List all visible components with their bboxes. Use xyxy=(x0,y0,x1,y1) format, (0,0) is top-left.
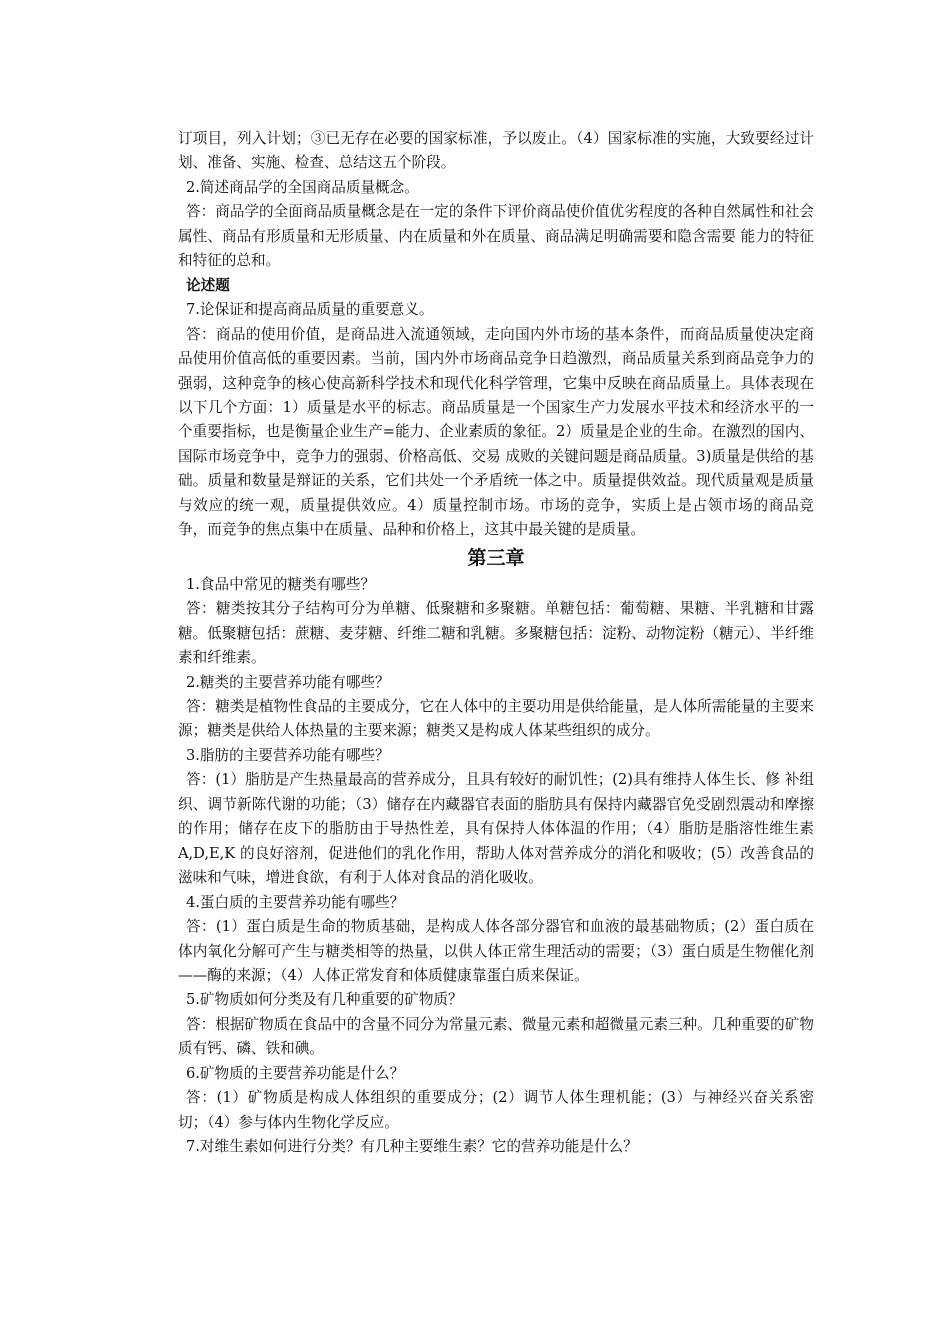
question-3-fat-function: 3.脂肪的主要营养功能有哪些？ xyxy=(186,746,390,764)
answer-1-sugars: 答：糖类按其分子结构可分为单糖、低聚糖和多聚糖。单糖包括：葡萄糖、果糖、半乳糖和甘露 糖。低聚糖包括：蔗糖、麦芽糖、纤维二糖和乳糖。多聚糖包括：淀粉、动物淀粉（糖元）、半纤维素和纤维素。 xyxy=(178,600,814,667)
question-6-mineral-function: 6.矿物质的主要营养功能是什么？ xyxy=(186,1064,405,1082)
answer-5-minerals-classification: 答：根据矿物质在食品中的含量不同分为常量元素、微量元素和超微量元素三种。几种重要的矿物质有钙、磷、铁和碘。 xyxy=(178,1015,814,1058)
chapter-title: 第三章 xyxy=(467,546,525,569)
answer-2-sugar-function: 答：糖类是植物性食品的主要成分，它在人体中的主要功用是供给能量，是人体所需能量的主要来源；糖类是供给人体热量的主要来源；糖类又是构成人体某些组织的成分。 xyxy=(178,697,814,740)
answer-6-mineral-function: 答：(1）矿物质是构成人体组织的重要成分；(2）调节人体生理机能；(3）与神经兴奋关系密切；（4）参与体内生物化学反应。 xyxy=(178,1089,814,1131)
answer-7-quality-significance: 答：商品的使用价值，是商品进入流通领域，走向国内外市场的基本条件，而商品质量使决定商 品使用价值高低的重要因素。当前，国内外市场商品竞争日趋激烈，商品质量关系到商品竞争力的强弱，这种竞争的核心使高新科学技术和现代化科学管理，它集中反映在商品质量上。具体表现在以下几个方面：1）质量是水平的标志。商品质量是一个国家生产力发展水平技术和经济水平的一个重要指标，也是衡量企业生产=能力、企业素质的象征。2）质量是企业的生命。在激烈的国内、国际市场竞争中，竞争力的强弱、价格高低、交易 成败的关键问题是商品质量。3)质量是供给的基础。质量和数量是辩证的关系，它们共处一个矛盾统一体之中。质量提供效益。现代质量观是质量与效应的统一观，质量提供效应。4）质量控制市场。市场的竞争，实质上是占领市场的商品竞争，而竞争的焦点集中在质量、品种和价格上，这其中最关键的是质量。 xyxy=(178,325,814,539)
question-7-vitamins: 7.对维生素如何进行分类？有几种主要维生素？它的营养功能是什么？ xyxy=(186,1138,638,1156)
question-4-protein-function: 4.蛋白质的主要营养功能有哪些？ xyxy=(186,893,405,911)
section-heading-essay: 论述题 xyxy=(186,276,230,294)
answer-4-protein-function: 答：(1）蛋白质是生命的物质基础，是构成人体各部分器官和血液的最基础物质；(2）蛋白质在体内氧化分解可产生与糖类相等的热量，以供人体正常生理活动的需要；（3）蛋白质是生物催化剂——酶的来源；（4）人体正常发育和体质健康靠蛋白质来保证。 xyxy=(178,918,814,984)
question-1-sugars: 1.食品中常见的糖类有哪些？ xyxy=(186,575,376,593)
question-5-minerals-classification: 5.矿物质如何分类及有几种重要的矿物质？ xyxy=(186,991,463,1009)
paragraph-standard-implementation: 订项目，列入计划；③已无存在必要的国家标准，予以废止。（4）国家标准的实施，大致要经过计划、准备、实施、检查、总结这五个阶段。 xyxy=(178,130,814,172)
question-2-sugar-function: 2.糖类的主要营养功能有哪些？ xyxy=(186,673,390,691)
answer-2-quality-concept: 答：商品学的全面商品质量概念是在一定的条件下评价商品使价值优劣程度的各种自然属性和社会属性、商品有形质量和无形质量、内在质量和外在质量、商品满足明确需要和隐含需要 能力的特征和特征的总和。 xyxy=(178,203,814,270)
question-7-quality-significance: 7.论保证和提高商品质量的重要意义。 xyxy=(186,301,434,319)
answer-3-fat-function: 答：(1）脂肪是产生热量最高的营养成分，且具有较好的耐饥性；(2)具有维持人体生长、修 补组织、调节新陈代谢的功能；（3）储存在内藏器官表面的脂肪具有保持内藏器官免受剧烈震动和摩擦的作用；储存在皮下的脂肪由于导热性差，具有保持人体体温的作用；（4）脂肪是脂溶性维生素 A,D,E,K 的良好溶剂，促进他们的乳化作用，帮助人体对营养成分的消化和吸收；(5）改善食品的滋味和气味，增进食欲，有利于人体对食品的消化吸收。 xyxy=(178,771,814,887)
question-2-quality-concept: 2.简述商品学的全国商品质量概念。 xyxy=(186,178,419,196)
document-page xyxy=(178,127,814,1160)
